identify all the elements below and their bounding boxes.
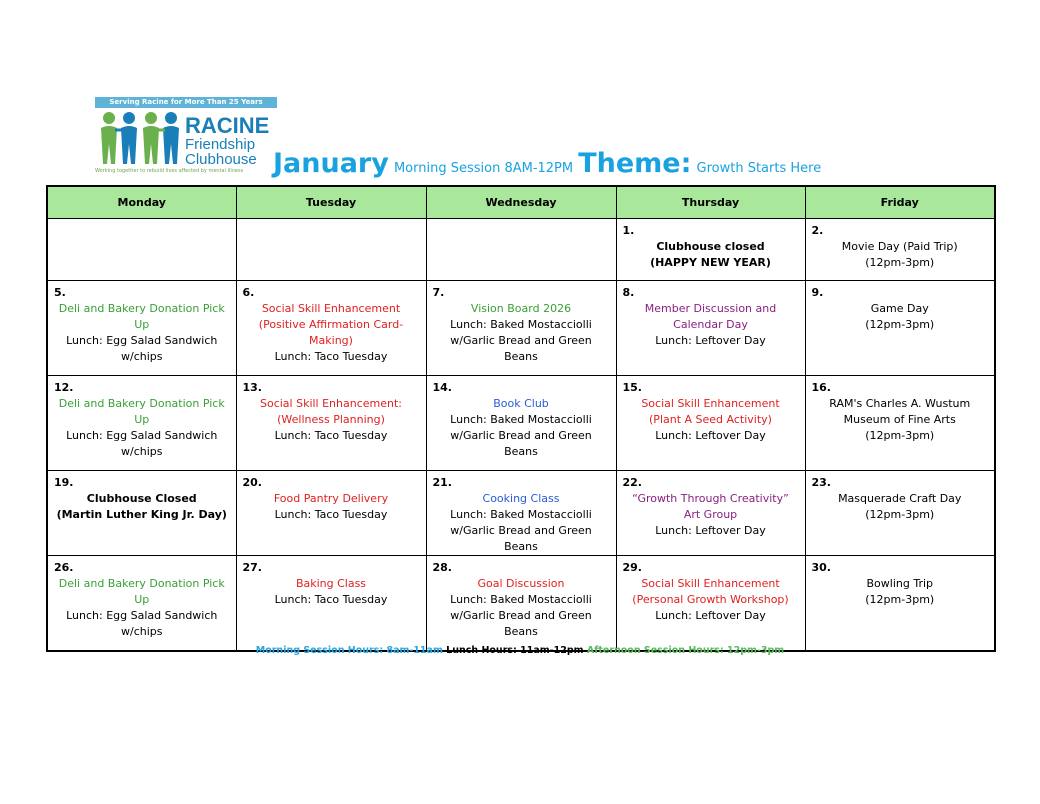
day-cell [236, 281, 426, 376]
day-number: 23. [811, 476, 831, 489]
day-cell [805, 219, 995, 281]
event-text: Movie Day (Paid Trip) [841, 240, 958, 253]
event-text: Lunch: Leftover Day [655, 524, 766, 537]
session-label: Morning Session 8AM-12PM [393, 161, 574, 176]
event-text: Book Club [493, 397, 549, 410]
day-events [243, 491, 420, 523]
event-text: (Martin Luther King Jr. Day) [56, 508, 227, 521]
day-number: 8. [622, 286, 635, 299]
week-row [47, 281, 995, 376]
day-number: 2. [811, 224, 824, 237]
event-text: (12pm-3pm) [865, 429, 935, 442]
week-row [47, 376, 995, 471]
day-number: 13. [242, 381, 262, 394]
day-number: 29. [622, 561, 642, 574]
event-text: Social Skill Enhancement [641, 397, 780, 410]
event-text: Deli and Bakery Donation Pick Up [58, 577, 225, 606]
event-text: (12pm-3pm) [865, 593, 935, 606]
day-number: 20. [242, 476, 262, 489]
people-figures-icon [97, 110, 183, 166]
day-cell [47, 556, 236, 651]
event-text: (Wellness Planning) [277, 413, 385, 426]
day-events [243, 576, 420, 608]
day-cell [426, 376, 616, 471]
day-events [54, 491, 230, 523]
day-events [54, 396, 230, 460]
day-cell [616, 556, 805, 651]
event-text: RAM's Charles A. Wustum Museum of Fine Arts [829, 397, 971, 426]
day-cell [616, 219, 805, 281]
day-events [433, 491, 610, 555]
day-events [54, 576, 230, 640]
hours-footer [0, 645, 1040, 656]
event-text: Lunch: Taco Tuesday [274, 350, 388, 363]
day-cell [47, 471, 236, 556]
day-cell [616, 281, 805, 376]
event-text: Lunch: Taco Tuesday [274, 429, 388, 442]
day-number: 19. [54, 476, 74, 489]
event-text: Masquerade Craft Day [838, 492, 962, 505]
event-text: (Plant A Seed Activity) [649, 413, 772, 426]
calendar-table [46, 185, 996, 652]
week-row [47, 219, 995, 281]
theme-label: Theme: [578, 148, 692, 179]
day-events [812, 239, 989, 271]
header-monday: Monday [47, 186, 236, 219]
day-number: 15. [622, 381, 642, 394]
month-title: January [273, 148, 389, 179]
day-cell [426, 471, 616, 556]
week-row [47, 471, 995, 556]
day-number: 6. [242, 286, 255, 299]
logo-name-line1: RACINE [185, 113, 270, 138]
event-text: Lunch: Baked Mostacciolli w/Garlic Bread and Green Beans [450, 318, 592, 363]
day-cell [805, 376, 995, 471]
event-text: Deli and Bakery Donation Pick Up [58, 397, 225, 426]
weekday-header-row [47, 186, 995, 219]
day-cell [616, 376, 805, 471]
day-number: 14. [432, 381, 452, 394]
day-cell [47, 376, 236, 471]
day-cell [47, 219, 236, 281]
day-number: 22. [622, 476, 642, 489]
day-number: 7. [432, 286, 445, 299]
day-events [812, 301, 989, 333]
event-text: Deli and Bakery Donation Pick Up [58, 302, 225, 331]
event-text: Social Skill Enhancement [261, 302, 401, 315]
day-cell [236, 219, 426, 281]
event-text: (HAPPY NEW YEAR) [650, 256, 771, 269]
event-text: (12pm-3pm) [865, 318, 935, 331]
day-cell [236, 471, 426, 556]
event-text: Member Discussion and Calendar Day [644, 302, 777, 331]
event-text: (Positive Affirmation Card-Making) [258, 318, 404, 347]
day-events [812, 576, 989, 608]
day-events [623, 396, 799, 444]
calendar-title [273, 148, 821, 184]
day-number: 9. [811, 286, 824, 299]
day-events [623, 576, 799, 624]
day-number: 21. [432, 476, 452, 489]
event-text: Lunch: Baked Mostacciolli w/Garlic Bread and Green Beans [450, 593, 592, 638]
day-number: 12. [54, 381, 74, 394]
event-text: (12pm-3pm) [865, 508, 935, 521]
clubhouse-logo [95, 97, 277, 179]
event-text: Lunch: Leftover Day [655, 429, 766, 442]
logo-name-line3: Clubhouse [185, 151, 257, 168]
event-text: Clubhouse closed [656, 240, 765, 253]
day-cell [426, 219, 616, 281]
day-cell [616, 471, 805, 556]
event-text: Social Skill Enhancement [641, 577, 780, 590]
logo-subline: Working together to rebuild lives affected by mental illness [95, 168, 244, 174]
day-events [623, 239, 799, 271]
day-cell [805, 556, 995, 651]
day-events [812, 491, 989, 523]
event-text: Lunch: Taco Tuesday [274, 508, 388, 521]
header-thursday: Thursday [616, 186, 805, 219]
day-events [243, 396, 420, 444]
logo-name-line2: Friendship [185, 136, 256, 153]
day-number: 1. [622, 224, 635, 237]
lunch-hours: Lunch Hours: 11am-12pm [446, 645, 584, 656]
event-text: Social Skill Enhancement: [259, 397, 403, 410]
day-cell [236, 556, 426, 651]
day-number: 28. [432, 561, 452, 574]
event-text: Game Day [870, 302, 929, 315]
logo-name [185, 115, 269, 167]
day-events [433, 396, 610, 460]
event-text: Baking Class [295, 577, 367, 590]
event-text: (Personal Growth Workshop) [632, 593, 789, 606]
day-events [433, 301, 610, 365]
day-number: 27. [242, 561, 262, 574]
event-text: Lunch: Leftover Day [655, 609, 766, 622]
afternoon-hours: Afternoon Session Hours: 12pm-3pm [586, 645, 785, 656]
event-text: Bowling Trip [866, 577, 933, 590]
day-cell [236, 376, 426, 471]
day-cell [426, 281, 616, 376]
day-cell [426, 556, 616, 651]
event-text: Lunch: Egg Salad Sandwich w/chips [66, 609, 218, 638]
logo-tagline: Serving Racine for More Than 25 Years [95, 97, 277, 108]
event-text: Lunch: Leftover Day [655, 334, 766, 347]
day-number: 16. [811, 381, 831, 394]
week-row [47, 556, 995, 651]
event-text: Lunch: Taco Tuesday [274, 593, 388, 606]
day-events [623, 491, 799, 539]
event-text: Lunch: Baked Mostacciolli w/Garlic Bread and Green Beans [450, 508, 592, 553]
event-text: Lunch: Egg Salad Sandwich w/chips [66, 334, 218, 363]
day-cell [805, 471, 995, 556]
event-text: Clubhouse Closed [86, 492, 197, 505]
event-text: “Growth Through Creativity” Art Group [632, 492, 789, 521]
day-cell [805, 281, 995, 376]
day-number: 26. [54, 561, 74, 574]
header-wednesday: Wednesday [426, 186, 616, 219]
event-text: Lunch: Egg Salad Sandwich w/chips [66, 429, 218, 458]
day-number: 30. [811, 561, 831, 574]
day-events [243, 301, 420, 365]
event-text: Food Pantry Delivery [273, 492, 389, 505]
day-events [623, 301, 799, 349]
day-cell [47, 281, 236, 376]
day-events [812, 396, 989, 444]
header-friday: Friday [805, 186, 995, 219]
event-text: (12pm-3pm) [865, 256, 935, 269]
day-events [54, 301, 230, 365]
event-text: Lunch: Baked Mostacciolli w/Garlic Bread and Green Beans [450, 413, 592, 458]
header-tuesday: Tuesday [236, 186, 426, 219]
morning-hours: Morning Session Hours: 8am-11am [255, 645, 443, 656]
day-number: 5. [54, 286, 66, 299]
event-text: Cooking Class [482, 492, 560, 505]
theme-value: Growth Starts Here [696, 161, 822, 176]
day-events [433, 576, 610, 640]
event-text: Vision Board 2026 [470, 302, 572, 315]
event-text: Goal Discussion [477, 577, 565, 590]
